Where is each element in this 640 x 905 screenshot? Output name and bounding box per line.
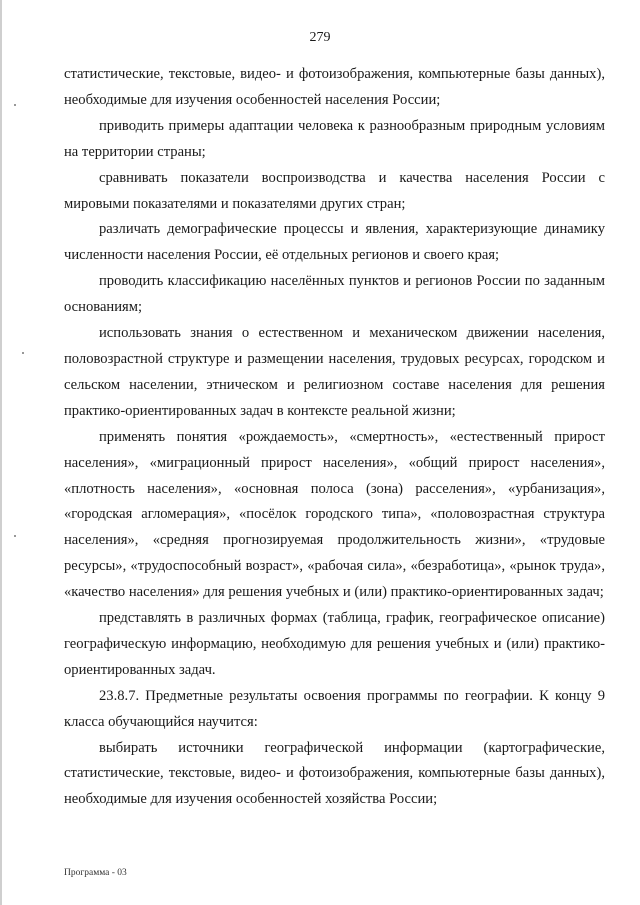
page-edge (0, 0, 2, 905)
paragraph: применять понятия «рождаемость», «смертность», «естественный прирост населения», «миграционный прирост населения», «общий прирост населения», «плотность населения», «основная полоса (зона) расселения», «урбанизация», «городская агломерация», «посёлок городского типа», «половозрастная структура населения», «средняя прогнозируемая продолжительность жизни», «трудовые ресурсы», «трудоспособный возраст», «рабочая сила», «безработица», «рынок труда», «качество населения» для решения учебных и (или) практико-ориентированных задач; (64, 428, 605, 601)
paragraph: использовать знания о естественном и механическом движении населения, половозрастной структуре и размещении населения, трудовых ресурсах, городском и сельском населении, этническом и религиозном составе населения для решения практико-ориентированных задач в контексте реальной жизни; (64, 325, 605, 419)
paragraph: проводить классификацию населённых пунктов и регионов России по заданным основаниям; (64, 273, 605, 316)
paragraph: приводить примеры адаптации человека к разнообразным природным условиям на территории страны; (64, 117, 605, 160)
page-number: 279 (309, 30, 331, 45)
paragraph: выбирать источники географической информации (картографические, статистические, текстовые, видео- и фотоизображения, компьютерные базы данных), необходимые для изучения особенностей хозяйства России; (64, 739, 605, 808)
paragraph: представлять в различных формах (таблица, график, географическое описание) географическую информацию, необходимую для решения учебных и (или) практико-ориентированных задач. (64, 610, 605, 678)
paragraph: различать демографические процессы и явления, характеризующие динамику численности населения России, её отдельных регионов и своего края; (64, 221, 605, 264)
section-heading-paragraph: 23.8.7. Предметные результаты освоения программы по географии. К концу 9 класса обучающийся научится: (64, 687, 605, 730)
scan-speck (14, 535, 16, 537)
scan-speck (14, 104, 16, 106)
document-body (64, 62, 605, 813)
footer-label: Программа - 03 (64, 868, 127, 878)
paragraph: статистические, текстовые, видео- и фотоизображения, компьютерные базы данных), необходимые для изучения особенностей населения России; (64, 66, 605, 108)
paragraph: сравнивать показатели воспроизводства и качества населения России с мировыми показателями и показателями других стран; (64, 169, 605, 212)
scan-speck (22, 352, 24, 354)
